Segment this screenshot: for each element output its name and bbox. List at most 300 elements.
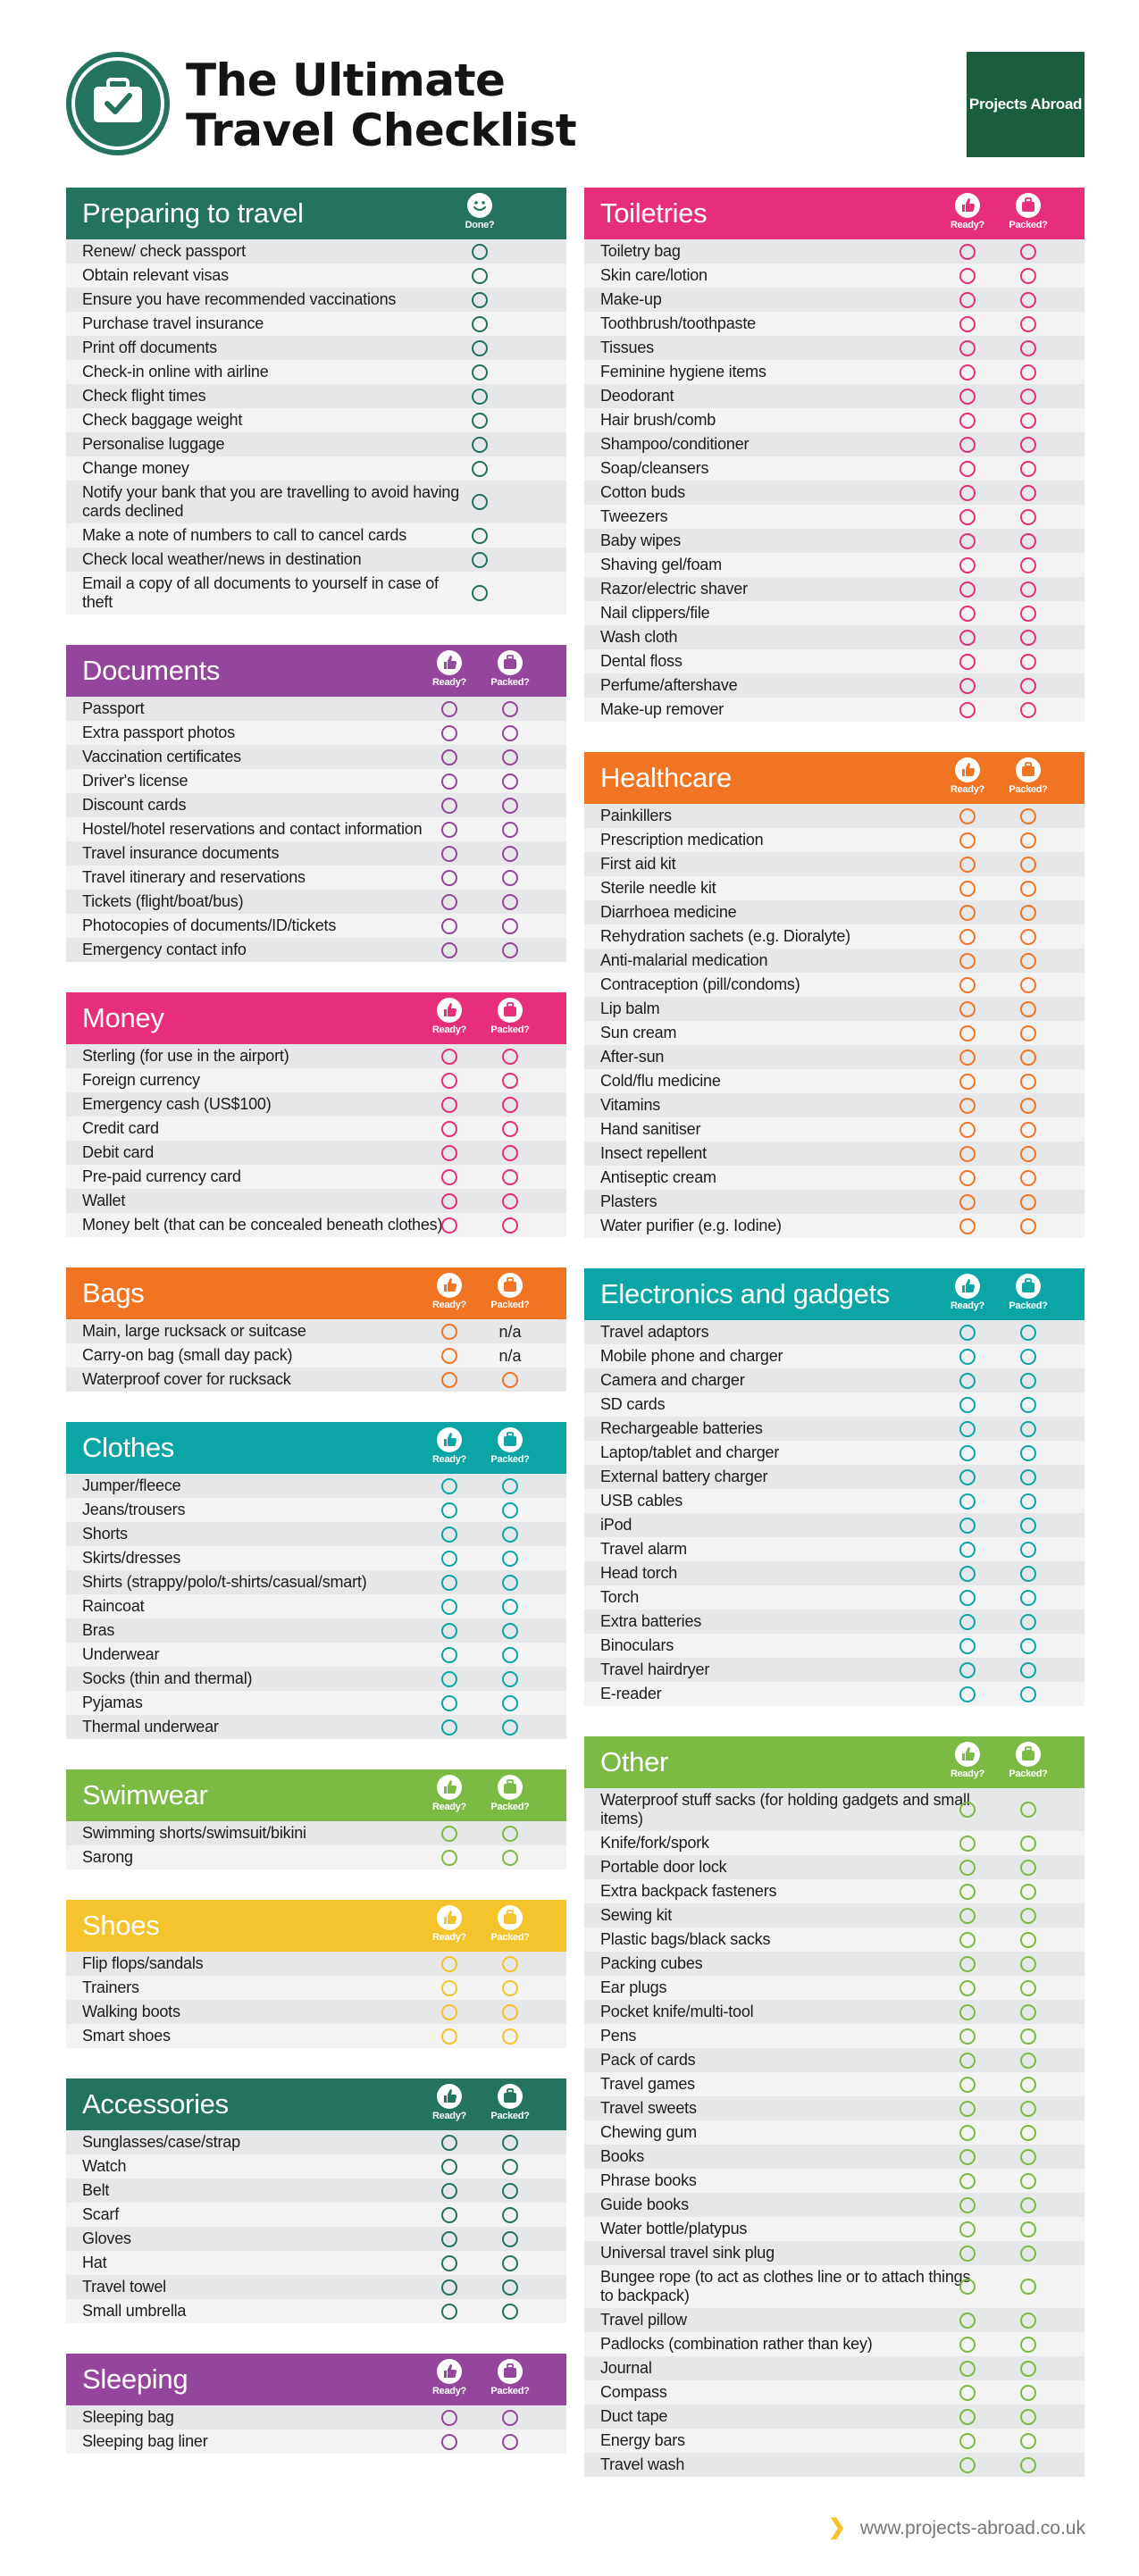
ready-checkbox[interactable] xyxy=(959,832,976,849)
packed-checkbox[interactable] xyxy=(1020,1493,1036,1510)
ready-checkbox[interactable] xyxy=(441,1193,457,1209)
packed-checkbox[interactable] xyxy=(1020,2337,1036,2353)
packed-checkbox[interactable] xyxy=(1020,1469,1036,1485)
ready-checkbox[interactable] xyxy=(959,1566,976,1582)
packed-checkbox[interactable] xyxy=(502,918,518,934)
ready-checkbox[interactable] xyxy=(959,2004,976,2020)
ready-checkbox[interactable] xyxy=(441,870,457,886)
packed-checkbox[interactable] xyxy=(1020,364,1036,381)
checklist-row xyxy=(584,1928,1085,1952)
ready-checkbox[interactable] xyxy=(959,1025,976,1041)
done-checkbox[interactable] xyxy=(472,364,488,381)
packed-checkbox[interactable] xyxy=(1020,1146,1036,1162)
ready-checkbox[interactable] xyxy=(441,725,457,741)
done-checkbox[interactable] xyxy=(472,461,488,477)
packed-checkbox[interactable] xyxy=(1020,1445,1036,1461)
item-label: Underwear xyxy=(82,1645,160,1663)
section-header xyxy=(66,645,566,697)
packed-checkbox[interactable] xyxy=(1020,485,1036,501)
packed-checkbox[interactable] xyxy=(1020,2173,1036,2189)
ready-checkbox[interactable] xyxy=(441,1623,457,1639)
packed-checkbox[interactable] xyxy=(502,2004,518,2020)
ready-checkbox[interactable] xyxy=(959,1518,976,1534)
ready-checkbox[interactable] xyxy=(959,2101,976,2117)
packed-checkbox[interactable] xyxy=(1020,2221,1036,2237)
packed-checkbox[interactable] xyxy=(502,2304,518,2320)
ready-checkbox[interactable] xyxy=(959,977,976,993)
item-label: USB cables xyxy=(600,1492,683,1510)
packed-checkbox[interactable] xyxy=(1020,1908,1036,1924)
packed-checkbox[interactable] xyxy=(1020,1566,1036,1582)
packed-checkbox[interactable] xyxy=(1020,1518,1036,1534)
suitcase-icon xyxy=(498,1775,523,1800)
packed-checkbox[interactable] xyxy=(502,1671,518,1687)
packed-checkbox[interactable] xyxy=(502,2434,518,2450)
ready-checkbox[interactable] xyxy=(959,1349,976,1365)
ready-checkbox[interactable] xyxy=(959,2053,976,2069)
packed-checkbox[interactable] xyxy=(1020,1421,1036,1437)
checklist-row xyxy=(584,2332,1085,2356)
ready-checkbox[interactable] xyxy=(441,2434,457,2450)
packed-checkbox[interactable] xyxy=(1020,1860,1036,1876)
ready-checkbox[interactable] xyxy=(441,1372,457,1388)
ready-checkbox[interactable] xyxy=(959,1686,976,1702)
packed-checkbox[interactable] xyxy=(502,1097,518,1113)
ready-checkbox[interactable] xyxy=(441,894,457,910)
checklist-row xyxy=(584,1537,1085,1561)
ready-checkbox[interactable] xyxy=(959,2221,976,2237)
packed-checkbox[interactable] xyxy=(1020,1098,1036,1114)
done-checkbox[interactable] xyxy=(472,292,488,308)
column-label-packed: Packed? xyxy=(1009,220,1048,230)
packed-checkbox[interactable] xyxy=(1020,340,1036,356)
packed-checkbox[interactable] xyxy=(1020,292,1036,308)
packed-checkbox[interactable] xyxy=(502,2135,518,2151)
ready-checkbox[interactable] xyxy=(441,2004,457,2020)
packed-checkbox[interactable] xyxy=(502,2231,518,2247)
packed-checkbox[interactable] xyxy=(1020,2004,1036,2020)
packed-checkbox[interactable] xyxy=(502,894,518,910)
packed-checkbox[interactable] xyxy=(502,1599,518,1615)
packed-checkbox[interactable] xyxy=(1020,2077,1036,2093)
ready-checkbox[interactable] xyxy=(959,1218,976,1234)
packed-checkbox[interactable] xyxy=(502,701,518,717)
ready-checkbox[interactable] xyxy=(959,929,976,945)
item-label: Travel insurance documents xyxy=(82,844,280,862)
packed-checkbox[interactable] xyxy=(1020,1836,1036,1852)
packed-checkbox[interactable] xyxy=(1020,654,1036,670)
ready-checkbox[interactable] xyxy=(959,1884,976,1900)
ready-checkbox[interactable] xyxy=(959,1397,976,1413)
done-checkbox[interactable] xyxy=(472,268,488,284)
ready-checkbox[interactable] xyxy=(441,1551,457,1567)
ready-checkbox[interactable] xyxy=(959,630,976,646)
section-title: Preparing to travel xyxy=(82,197,304,229)
ready-checkbox[interactable] xyxy=(441,2207,457,2223)
ready-checkbox[interactable] xyxy=(441,1980,457,1996)
ready-checkbox[interactable] xyxy=(959,702,976,718)
ready-checkbox[interactable] xyxy=(959,1662,976,1678)
packed-checkbox[interactable] xyxy=(502,846,518,862)
packed-checkbox[interactable] xyxy=(1020,1325,1036,1341)
packed-checkbox[interactable] xyxy=(1020,1074,1036,1090)
ready-checkbox[interactable] xyxy=(959,857,976,873)
ready-checkbox[interactable] xyxy=(441,1719,457,1735)
ready-checkbox[interactable] xyxy=(959,2125,976,2141)
ready-checkbox[interactable] xyxy=(959,881,976,897)
ready-checkbox[interactable] xyxy=(441,1478,457,1494)
ready-checkbox[interactable] xyxy=(959,1932,976,1948)
done-checkbox[interactable] xyxy=(472,585,488,601)
packed-checkbox[interactable] xyxy=(1020,557,1036,573)
packed-checkbox[interactable] xyxy=(1020,1802,1036,1818)
ready-checkbox[interactable] xyxy=(441,2135,457,2151)
packed-checkbox[interactable] xyxy=(502,822,518,838)
ready-checkbox[interactable] xyxy=(959,485,976,501)
ready-checkbox[interactable] xyxy=(959,1802,976,1818)
checklist-row xyxy=(584,408,1085,432)
packed-checkbox[interactable] xyxy=(1020,1638,1036,1654)
ready-checkbox[interactable] xyxy=(959,2279,976,2295)
packed-checkbox[interactable] xyxy=(502,2183,518,2199)
ready-checkbox[interactable] xyxy=(959,2361,976,2377)
ready-checkbox[interactable] xyxy=(959,1980,976,1996)
ready-checkbox[interactable] xyxy=(959,244,976,260)
packed-checkbox[interactable] xyxy=(1020,1397,1036,1413)
ready-checkbox[interactable] xyxy=(441,774,457,790)
ready-checkbox[interactable] xyxy=(441,1575,457,1591)
packed-checkbox[interactable] xyxy=(502,1850,518,1866)
item-label: Watch xyxy=(82,2157,127,2175)
ready-checkbox[interactable] xyxy=(959,2149,976,2165)
packed-checkbox[interactable] xyxy=(1020,1956,1036,1972)
ready-checkbox[interactable] xyxy=(441,1049,457,1065)
packed-checkbox[interactable] xyxy=(1020,1001,1036,1017)
checklist-row xyxy=(66,312,566,336)
packed-checkbox[interactable] xyxy=(1020,2385,1036,2401)
packed-checkbox[interactable] xyxy=(502,1372,518,1388)
ready-checkbox[interactable] xyxy=(441,2028,457,2045)
packed-checkbox[interactable] xyxy=(1020,2246,1036,2262)
packed-checkbox[interactable] xyxy=(1020,2028,1036,2045)
packed-checkbox[interactable] xyxy=(1020,678,1036,694)
done-checkbox[interactable] xyxy=(472,340,488,356)
ready-checkbox[interactable] xyxy=(959,2457,976,2473)
packed-checkbox[interactable] xyxy=(1020,630,1036,646)
packed-checkbox[interactable] xyxy=(502,1826,518,1842)
ready-checkbox[interactable] xyxy=(959,2337,976,2353)
packed-checkbox[interactable] xyxy=(1020,702,1036,718)
packed-checkbox[interactable] xyxy=(502,774,518,790)
packed-checkbox[interactable] xyxy=(502,1502,518,1518)
ready-checkbox[interactable] xyxy=(959,316,976,332)
packed-checkbox[interactable] xyxy=(1020,2279,1036,2295)
item-label: Passport xyxy=(82,699,145,717)
ready-checkbox[interactable] xyxy=(959,340,976,356)
ready-checkbox[interactable] xyxy=(959,2433,976,2449)
packed-checkbox[interactable] xyxy=(502,2279,518,2296)
packed-checkbox[interactable] xyxy=(1020,929,1036,945)
ready-checkbox[interactable] xyxy=(441,1502,457,1518)
packed-checkbox[interactable] xyxy=(1020,953,1036,969)
packed-checkbox[interactable] xyxy=(1020,2125,1036,2141)
ready-checkbox[interactable] xyxy=(959,1638,976,1654)
ready-checkbox[interactable] xyxy=(441,846,457,862)
packed-checkbox[interactable] xyxy=(502,1478,518,1494)
done-checkbox[interactable] xyxy=(472,413,488,429)
packed-checkbox[interactable] xyxy=(1020,977,1036,993)
packed-checkbox[interactable] xyxy=(502,2410,518,2426)
packed-checkbox[interactable] xyxy=(1020,1590,1036,1606)
ready-checkbox[interactable] xyxy=(441,2279,457,2296)
ready-checkbox[interactable] xyxy=(959,678,976,694)
packed-checkbox[interactable] xyxy=(1020,1884,1036,1900)
ready-checkbox[interactable] xyxy=(959,292,976,308)
ready-checkbox[interactable] xyxy=(959,413,976,429)
packed-checkbox[interactable] xyxy=(502,1193,518,1209)
ready-checkbox[interactable] xyxy=(441,2255,457,2271)
packed-checkbox[interactable] xyxy=(502,1073,518,1089)
packed-checkbox[interactable] xyxy=(1020,2149,1036,2165)
packed-checkbox[interactable] xyxy=(502,2255,518,2271)
footer-url[interactable]: www.projects-abroad.co.uk xyxy=(859,2518,1085,2538)
ready-checkbox[interactable] xyxy=(441,2159,457,2175)
done-checkbox[interactable] xyxy=(472,244,488,260)
ready-checkbox[interactable] xyxy=(441,1599,457,1615)
packed-checkbox[interactable] xyxy=(1020,2313,1036,2329)
ready-checkbox[interactable] xyxy=(959,268,976,284)
ready-checkbox[interactable] xyxy=(959,437,976,453)
ready-checkbox[interactable] xyxy=(959,1325,976,1341)
ready-checkbox[interactable] xyxy=(959,1860,976,1876)
ready-checkbox[interactable] xyxy=(441,1145,457,1161)
packed-checkbox[interactable] xyxy=(502,798,518,814)
item-label: Painkillers xyxy=(600,807,672,824)
packed-checkbox[interactable] xyxy=(1020,1025,1036,1041)
ready-checkbox[interactable] xyxy=(959,2077,976,2093)
item-label: Tickets (flight/boat/bus) xyxy=(82,892,244,910)
ready-checkbox[interactable] xyxy=(959,1614,976,1630)
done-checkbox[interactable] xyxy=(472,437,488,453)
item-label: Main, large rucksack or suitcase xyxy=(82,1322,306,1340)
packed-checkbox[interactable] xyxy=(1020,1122,1036,1138)
packed-checkbox[interactable] xyxy=(502,2159,518,2175)
ready-checkbox[interactable] xyxy=(441,2183,457,2199)
ready-checkbox[interactable] xyxy=(959,557,976,573)
ready-checkbox[interactable] xyxy=(959,1001,976,1017)
ready-checkbox[interactable] xyxy=(441,1324,457,1340)
packed-checkbox[interactable] xyxy=(502,1956,518,1972)
ready-checkbox[interactable] xyxy=(441,1217,457,1234)
ready-checkbox[interactable] xyxy=(959,461,976,477)
ready-checkbox[interactable] xyxy=(959,1445,976,1461)
packed-checkbox[interactable] xyxy=(502,1169,518,1185)
packed-checkbox[interactable] xyxy=(502,749,518,765)
ready-checkbox[interactable] xyxy=(959,1098,976,1114)
ready-checkbox[interactable] xyxy=(959,1074,976,1090)
packed-checkbox[interactable] xyxy=(502,942,518,958)
packed-checkbox[interactable] xyxy=(502,1623,518,1639)
packed-checkbox[interactable] xyxy=(1020,2101,1036,2117)
ready-checkbox[interactable] xyxy=(441,1169,457,1185)
packed-checkbox[interactable] xyxy=(502,1121,518,1137)
checklist-row xyxy=(66,1141,566,1165)
packed-checkbox[interactable] xyxy=(1020,1349,1036,1365)
ready-checkbox[interactable] xyxy=(959,509,976,525)
packed-checkbox[interactable] xyxy=(1020,2433,1036,2449)
ready-checkbox[interactable] xyxy=(959,389,976,405)
packed-checkbox[interactable] xyxy=(1020,437,1036,453)
ready-checkbox[interactable] xyxy=(441,942,457,958)
done-checkbox[interactable] xyxy=(472,494,488,510)
ready-checkbox[interactable] xyxy=(441,1526,457,1543)
packed-checkbox[interactable] xyxy=(502,870,518,886)
packed-checkbox[interactable] xyxy=(502,1695,518,1711)
packed-checkbox[interactable] xyxy=(1020,413,1036,429)
item-label: SD cards xyxy=(600,1395,666,1413)
packed-checkbox[interactable] xyxy=(1020,905,1036,921)
item-label: Trainers xyxy=(82,1978,139,1996)
packed-checkbox[interactable] xyxy=(1020,606,1036,622)
ready-checkbox[interactable] xyxy=(959,1122,976,1138)
ready-checkbox[interactable] xyxy=(959,1836,976,1852)
footer[interactable] xyxy=(828,2514,1085,2540)
packed-checkbox[interactable] xyxy=(1020,1194,1036,1210)
ready-checkbox[interactable] xyxy=(441,1671,457,1687)
packed-checkbox[interactable] xyxy=(1020,581,1036,598)
packed-checkbox[interactable] xyxy=(1020,244,1036,260)
packed-checkbox[interactable] xyxy=(1020,2197,1036,2213)
packed-checkbox[interactable] xyxy=(1020,832,1036,849)
packed-checkbox[interactable] xyxy=(1020,1170,1036,1186)
packed-checkbox[interactable] xyxy=(1020,1686,1036,1702)
item-label: Pocket knife/multi-tool xyxy=(600,2003,754,2020)
ready-checkbox[interactable] xyxy=(959,1146,976,1162)
ready-checkbox[interactable] xyxy=(441,1956,457,1972)
ready-checkbox[interactable] xyxy=(959,1373,976,1389)
ready-checkbox[interactable] xyxy=(959,2173,976,2189)
ready-checkbox[interactable] xyxy=(441,1826,457,1842)
packed-checkbox[interactable] xyxy=(1020,2361,1036,2377)
ready-checkbox[interactable] xyxy=(959,2313,976,2329)
done-checkbox[interactable] xyxy=(472,528,488,544)
ready-checkbox[interactable] xyxy=(959,1050,976,1066)
ready-checkbox[interactable] xyxy=(959,2246,976,2262)
packed-checkbox[interactable] xyxy=(1020,268,1036,284)
packed-checkbox[interactable] xyxy=(1020,316,1036,332)
item-label: Deodorant xyxy=(600,387,674,405)
ready-checkbox[interactable] xyxy=(441,2304,457,2320)
ready-checkbox[interactable] xyxy=(441,918,457,934)
packed-checkbox[interactable] xyxy=(1020,1542,1036,1558)
ready-checkbox[interactable] xyxy=(959,1194,976,1210)
packed-checkbox[interactable] xyxy=(502,1551,518,1567)
packed-checkbox[interactable] xyxy=(1020,461,1036,477)
column-header-ready xyxy=(423,1905,476,1943)
packed-checkbox[interactable] xyxy=(1020,808,1036,824)
ready-checkbox[interactable] xyxy=(959,1170,976,1186)
ready-checkbox[interactable] xyxy=(959,2197,976,2213)
packed-checkbox[interactable] xyxy=(502,1719,518,1735)
section-title: Toiletries xyxy=(600,197,708,229)
ready-checkbox[interactable] xyxy=(959,905,976,921)
packed-checkbox[interactable] xyxy=(1020,533,1036,549)
packed-checkbox[interactable] xyxy=(1020,1932,1036,1948)
ready-checkbox[interactable] xyxy=(441,1097,457,1113)
ready-checkbox[interactable] xyxy=(959,808,976,824)
ready-checkbox[interactable] xyxy=(441,1850,457,1866)
packed-checkbox[interactable] xyxy=(1020,389,1036,405)
packed-checkbox[interactable] xyxy=(502,1647,518,1663)
packed-checkbox[interactable] xyxy=(502,725,518,741)
column-label-ready: Ready? xyxy=(432,1300,466,1310)
ready-checkbox[interactable] xyxy=(959,581,976,598)
ready-checkbox[interactable] xyxy=(959,1469,976,1485)
packed-checkbox[interactable] xyxy=(502,2028,518,2045)
packed-checkbox[interactable] xyxy=(1020,2053,1036,2069)
ready-checkbox[interactable] xyxy=(959,1421,976,1437)
ready-checkbox[interactable] xyxy=(441,1121,457,1137)
ready-checkbox[interactable] xyxy=(959,1590,976,1606)
packed-checkbox[interactable] xyxy=(1020,1050,1036,1066)
ready-checkbox[interactable] xyxy=(959,2028,976,2045)
packed-checkbox[interactable] xyxy=(1020,1614,1036,1630)
done-checkbox[interactable] xyxy=(472,552,488,568)
ready-checkbox[interactable] xyxy=(959,2385,976,2401)
ready-checkbox[interactable] xyxy=(959,533,976,549)
ready-checkbox[interactable] xyxy=(441,701,457,717)
ready-checkbox[interactable] xyxy=(959,953,976,969)
ready-checkbox[interactable] xyxy=(441,1348,457,1364)
ready-checkbox[interactable] xyxy=(959,1542,976,1558)
packed-checkbox[interactable] xyxy=(502,1217,518,1234)
packed-checkbox[interactable] xyxy=(502,1526,518,1543)
ready-checkbox[interactable] xyxy=(441,1647,457,1663)
done-checkbox[interactable] xyxy=(472,389,488,405)
packed-checkbox[interactable] xyxy=(1020,857,1036,873)
packed-checkbox[interactable] xyxy=(502,2207,518,2223)
packed-checkbox[interactable] xyxy=(1020,1662,1036,1678)
ready-checkbox[interactable] xyxy=(959,364,976,381)
done-checkbox[interactable] xyxy=(472,316,488,332)
packed-checkbox[interactable] xyxy=(1020,509,1036,525)
packed-checkbox[interactable] xyxy=(502,1145,518,1161)
packed-checkbox[interactable] xyxy=(1020,1980,1036,1996)
packed-checkbox[interactable] xyxy=(1020,1373,1036,1389)
packed-checkbox[interactable] xyxy=(1020,881,1036,897)
ready-checkbox[interactable] xyxy=(441,822,457,838)
ready-checkbox[interactable] xyxy=(959,606,976,622)
packed-checkbox[interactable] xyxy=(1020,2409,1036,2425)
ready-checkbox[interactable] xyxy=(441,1073,457,1089)
packed-checkbox[interactable] xyxy=(1020,2457,1036,2473)
packed-checkbox[interactable] xyxy=(502,1575,518,1591)
ready-checkbox[interactable] xyxy=(959,1908,976,1924)
ready-checkbox[interactable] xyxy=(959,1493,976,1510)
ready-checkbox[interactable] xyxy=(959,2409,976,2425)
ready-checkbox[interactable] xyxy=(441,2231,457,2247)
ready-checkbox[interactable] xyxy=(441,798,457,814)
packed-checkbox[interactable] xyxy=(502,1049,518,1065)
ready-checkbox[interactable] xyxy=(441,749,457,765)
packed-checkbox[interactable] xyxy=(1020,1218,1036,1234)
packed-checkbox[interactable] xyxy=(502,1980,518,1996)
ready-checkbox[interactable] xyxy=(959,654,976,670)
ready-checkbox[interactable] xyxy=(959,1956,976,1972)
ready-checkbox[interactable] xyxy=(441,2410,457,2426)
ready-checkbox[interactable] xyxy=(441,1695,457,1711)
item-label: Debit card xyxy=(82,1143,155,1161)
